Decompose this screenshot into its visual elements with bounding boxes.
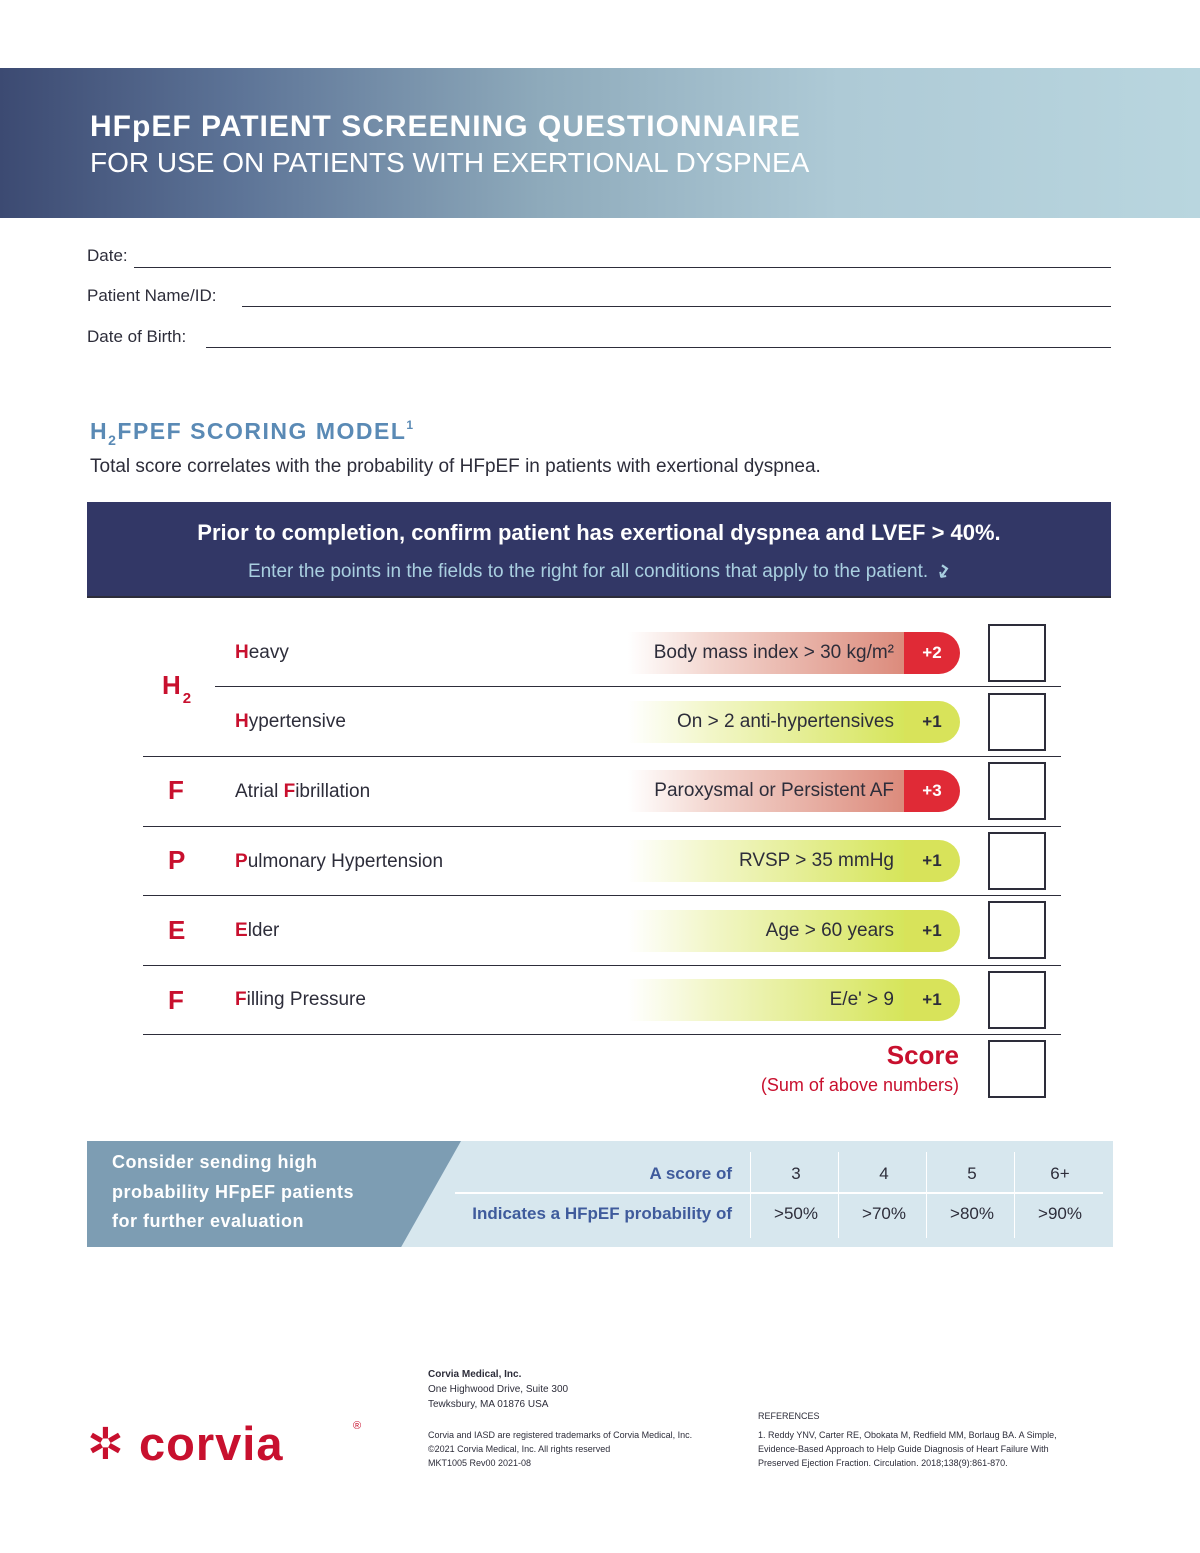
row-label-hypertensive: Hypertensive <box>235 711 346 732</box>
points-badge-filling: +1 <box>904 979 960 1021</box>
criterion-af: Paroxysmal or Persistent AF <box>628 770 904 812</box>
probability-header: Indicates a HFpEF probability of <box>472 1204 732 1223</box>
document-id: MKT1005 Rev00 2021-08 <box>428 1458 532 1468</box>
points-badge-hypertensive: +1 <box>904 701 960 743</box>
row-label-elder: Elder <box>235 920 280 941</box>
score-value: 6+ <box>1050 1164 1070 1183</box>
company-address: Tewksbury, MA 01876 USA <box>428 1399 549 1410</box>
references-title: REFERENCES <box>758 1411 820 1421</box>
score-value: 5 <box>967 1164 977 1183</box>
points-badge-pulmonary: +1 <box>904 840 960 882</box>
company-name: Corvia Medical, Inc. <box>428 1369 522 1380</box>
trademark-notice: Corvia and IASD are registered trademarks of Corvia Medical, Inc. <box>428 1430 693 1440</box>
company-address: One Highwood Drive, Suite 300 <box>428 1384 569 1395</box>
row-label-atrial-fibrillation: Atrial Fibrillation <box>235 781 371 802</box>
score-box-filling[interactable] <box>988 971 1046 1029</box>
criterion-bmi: Body mass index > 30 kg/m² <box>628 632 904 674</box>
row-divider <box>143 1034 1061 1035</box>
letter-e: E <box>168 915 186 945</box>
section-title: $H_2FPEF$ SCORING MODEL$^1$ <box>90 418 415 448</box>
page-subtitle: FOR USE ON PATIENTS WITH EXERTIONAL DYSPNEA <box>90 147 810 178</box>
score-box-elder[interactable] <box>988 901 1046 959</box>
band-divider <box>455 1192 1103 1194</box>
score-box-pulmonary[interactable] <box>988 832 1046 890</box>
letter-h2: H $_2$ <box>162 670 192 707</box>
section-description: Total score correlates with the probability of HFpEF in patients with exertional dyspnea. <box>90 456 821 477</box>
letter-f-filling: F <box>168 985 184 1015</box>
points-badge-elder: +1 <box>904 910 960 952</box>
curved-arrow-icon: ↴ <box>929 558 955 585</box>
flower-logo-icon: ✲ <box>87 1420 124 1469</box>
score-of-header: A score of <box>649 1164 732 1183</box>
row-label-heavy: Heavy <box>235 642 289 663</box>
dob-field[interactable] <box>206 347 1111 348</box>
date-label: Date: <box>87 246 128 265</box>
date-field[interactable] <box>134 267 1111 268</box>
total-score-box[interactable] <box>988 1040 1046 1098</box>
corvia-logo <box>87 1418 377 1474</box>
band-column-divider <box>750 1152 751 1238</box>
criterion-rvsp: RVSP > 35 mmHg <box>628 840 904 882</box>
score-value: 3 <box>791 1164 801 1183</box>
dob-label: Date of Birth: <box>87 327 187 346</box>
row-divider <box>215 686 1061 687</box>
row-divider <box>143 965 1061 966</box>
page-title: HFpEF PATIENT SCREENING QUESTIONNAIRE <box>90 110 801 143</box>
reference-line: 1. Reddy YNV, Carter RE, Obokata M, Redfield MM, Borlaug BA. A Simple, <box>758 1430 1057 1440</box>
row-label-filling-pressure: Filling Pressure <box>235 989 366 1010</box>
score-title: Score <box>886 1040 959 1070</box>
registered-mark: ® <box>353 1420 362 1432</box>
points-badge-af: +3 <box>904 770 960 812</box>
probability-value: >90% <box>1038 1204 1082 1223</box>
score-box-hypertensive[interactable] <box>988 693 1046 751</box>
probability-note-line: probability HFpEF patients <box>112 1182 355 1202</box>
score-box-af[interactable] <box>988 762 1046 820</box>
probability-note-line: for further evaluation <box>112 1211 305 1231</box>
copyright-notice: ©2021 Corvia Medical, Inc. All rights reserved <box>428 1444 611 1454</box>
probability-note-line: Consider sending high <box>112 1152 318 1172</box>
logo-wordmark: corvia <box>139 1417 284 1470</box>
reference-line: Evidence-Based Approach to Help Guide Diagnosis of Heart Failure With <box>758 1444 1049 1454</box>
criterion-antihypertensives: On > 2 anti-hypertensives <box>628 701 904 743</box>
patient-name-field[interactable] <box>242 306 1111 307</box>
probability-value: >70% <box>862 1204 906 1223</box>
criterion-e-e-prime: E/e' > 9 <box>628 979 904 1021</box>
row-label-pulmonary-hypertension: Pulmonary Hypertension <box>235 851 444 872</box>
points-badge-heavy: +2 <box>904 632 960 674</box>
instruction-detail: Enter the points in the fields to the right for all conditions that apply to the patient.↴ <box>247 558 955 585</box>
row-divider <box>143 895 1061 896</box>
letter-p: P <box>168 845 186 875</box>
instruction-box <box>87 502 1111 598</box>
reference-line: Preserved Ejection Fraction. Circulation. 2018;138(9):861-870. <box>758 1458 1008 1468</box>
row-divider <box>143 826 1061 827</box>
criterion-age: Age > 60 years <box>628 910 904 952</box>
score-box-heavy[interactable] <box>988 624 1046 682</box>
patient-name-label: Patient Name/ID: <box>87 286 217 305</box>
probability-value: >80% <box>950 1204 994 1223</box>
letter-f-atrial: F <box>168 775 184 805</box>
score-subtitle: (Sum of above numbers) <box>760 1075 959 1095</box>
row-divider <box>143 756 1061 757</box>
probability-value: >50% <box>774 1204 818 1223</box>
score-value: 4 <box>879 1164 889 1183</box>
instruction-headline: Prior to completion, confirm patient has exertional dyspnea and LVEF > 40%. <box>197 520 1001 545</box>
